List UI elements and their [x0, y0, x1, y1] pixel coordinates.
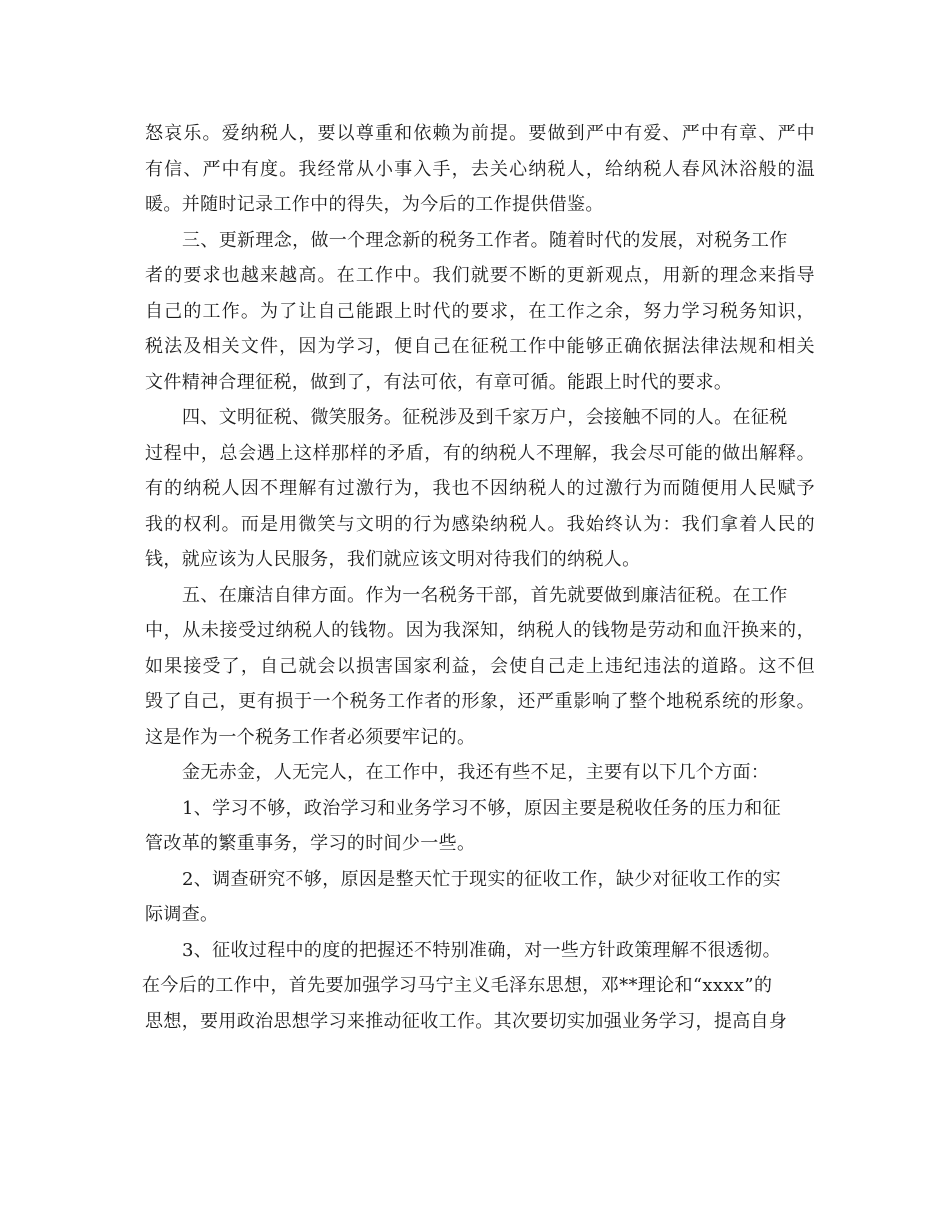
paragraph-line: 思想，要用政治思想学习来推动征收工作。其次要切实加强业务学习，提高自身	[145, 1010, 788, 1032]
document-body	[142, 116, 815, 1039]
paragraph-line: 钱，就应该为人民服务，我们就应该文明对待我们的纳税人。	[145, 549, 641, 570]
paragraph-line: 如果接受了，自己就会以损害国家利益，会使自己走上违纪违法的道路。这不但	[145, 655, 815, 677]
paragraph-line: 金无赤金，人无完人，在工作中，我还有些不足，主要有以下几个方面：	[182, 762, 770, 783]
paragraph-line: 中，从未接受过纳税人的钱物。因为我深知，纳税人的钱物是劳动和血汗换来的，	[145, 620, 815, 641]
list-item-line: 管改革的繁重事务，学习的时间少一些。	[145, 833, 476, 854]
paragraph-line: 过程中，总会遇上这样那样的矛盾，有的纳税人不理解，我会尽可能的做出解释。	[145, 442, 815, 464]
paragraph-line: 三、更新理念，做一个理念新的税务工作者。随着时代的发展，对税务工作	[182, 229, 788, 251]
list-item-line: 际调查。	[145, 904, 219, 925]
list-item-line: 3、征收过程中的度的把握还不特别准确，对一些方针政策理解不很透彻。	[182, 939, 781, 961]
paragraph-line: 者的要求也越来越高。在工作中。我们就要不断的更新观点，用新的理念来指导	[145, 265, 815, 286]
paragraph-line: 五、在廉洁自律方面。作为一名税务干部，首先就要做到廉洁征税。在工作	[182, 584, 788, 606]
paragraph-line: 我的权利。而是用微笑与文明的行为感染纳税人。我始终认为：我们拿着人民的	[145, 513, 815, 535]
list-item-line: 1、学习不够，政治学习和业务学习不够，原因主要是税收任务的压力和征	[182, 797, 781, 819]
paragraph-line: 有的纳税人因不理解有过激行为，我也不因纳税人的过激行为而随便用人民赋予	[145, 478, 815, 499]
paragraph-line: 暖。并随时记录工作中的得失，为今后的工作提供借鉴。	[145, 194, 604, 215]
list-item-line: 2、调查研究不够，原因是整天忙于现实的征收工作，缺少对征收工作的实	[182, 868, 781, 890]
paragraph-line: 怒哀乐。爱纳税人，要以尊重和依赖为前提。要做到严中有爱、严中有章、严中	[145, 123, 815, 144]
paragraph-line: 这是作为一个税务工作者必须要牢记的。	[145, 726, 476, 748]
paragraph-line: 有信、严中有度。我经常从小事入手，去关心纳税人，给纳税人春风沐浴般的温	[145, 158, 815, 180]
paragraph-line: 四、文明征税、微笑服务。征税涉及到千家万户，会接触不同的人。在征税	[182, 407, 788, 428]
paragraph-line: 自己的工作。为了让自己能跟上时代的要求，在工作之余，努力学习税务知识，	[145, 300, 815, 322]
paragraph-line: 在今后的工作中，首先要加强学习马宁主义毛泽东思想，邓**理论和“xxxx”的	[142, 975, 773, 996]
paragraph-line: 税法及相关文件，因为学习，便自己在征税工作中能够正确依据法律法规和相关	[145, 336, 815, 357]
paragraph-line: 毁了自己，更有损于一个税务工作者的形象，还严重影响了整个地税系统的形象。	[145, 691, 815, 712]
paragraph-line: 文件精神合理征税，做到了，有法可依，有章可循。能跟上时代的要求。	[145, 371, 733, 393]
